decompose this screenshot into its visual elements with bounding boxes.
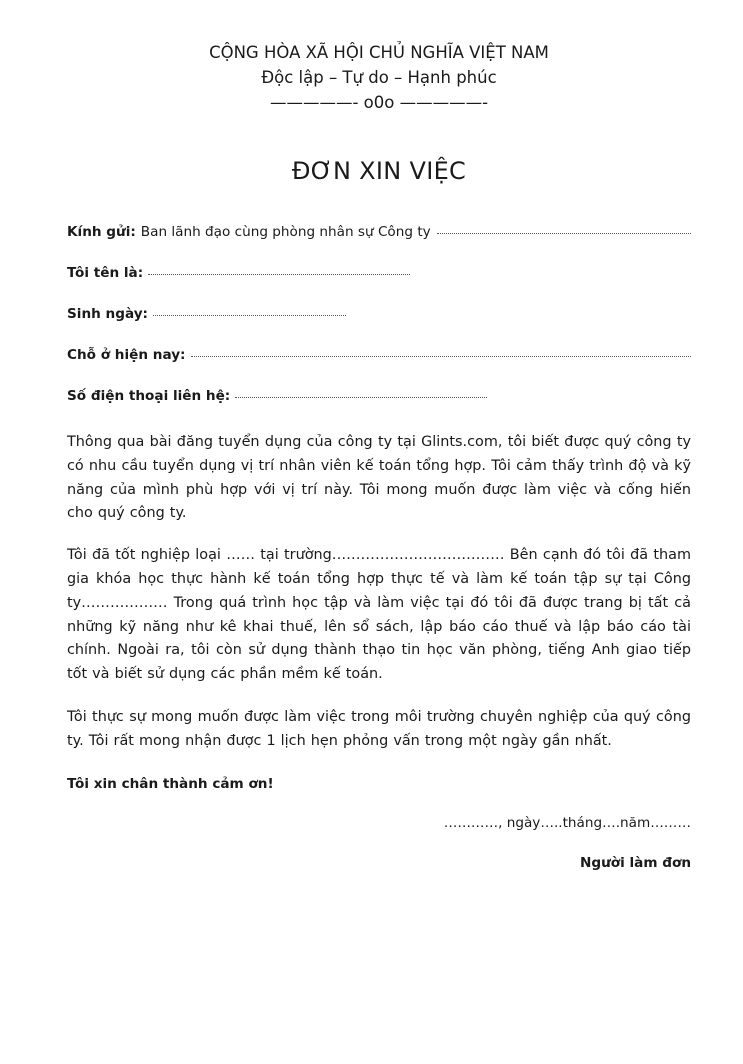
date-line: …………, ngày…..tháng….năm………: [443, 814, 691, 831]
document-title: ĐƠN XIN VIỆC: [291, 157, 467, 185]
address-blank: [191, 346, 692, 357]
recipient-label: Kính gửi:: [67, 224, 136, 240]
body-paragraph-3: Tôi thực sự mong muốn được làm việc trong môi trường chuyên nghiệp của quý công ty. Tôi rất mong nhận được 1 lịch hẹn phỏng vấn trong một ngày gần nhất.: [67, 708, 691, 749]
phone-blank: [235, 387, 487, 398]
address-label: Chỗ ở hiện nay:: [67, 347, 186, 363]
signer-label: Người làm đơn: [580, 854, 691, 871]
body-paragraph-1: Thông qua bài đăng tuyển dụng của công ty tại Glints.com, tôi biết được quý công ty có nhu cầu tuyển dụng vị trí nhân viên kế toán tổng hợp. Tôi cảm thấy trình độ và kỹ năng của mình phù hợp với vị trí này. Tôi mong muốn được làm việc và cống hiến cho quý công ty.: [67, 434, 691, 522]
recipient-blank: [437, 223, 691, 234]
personal-info-fields: [67, 224, 691, 429]
job-application-letter: [0, 40, 743, 1064]
closing-remark: Tôi xin chân thành cảm ơn!: [67, 775, 274, 792]
recipient-text: Ban lãnh đạo cùng phòng nhân sự Công ty: [140, 224, 431, 240]
name-field: [67, 265, 691, 306]
birth-blank: [153, 305, 346, 316]
phone-label: Số điện thoại liên hệ:: [67, 388, 231, 404]
national-motto: Độc lập – Tự do – Hạnh phúc: [261, 68, 497, 87]
name-blank: [148, 264, 410, 275]
phone-field: [67, 388, 691, 429]
national-header: [67, 40, 691, 115]
name-label: Tôi tên là:: [67, 265, 144, 281]
header-divider: —————- o0o —————-: [269, 93, 489, 112]
recipient-field: [67, 224, 691, 265]
body-paragraph-2: Tôi đã tốt nghiệp loại …… tại trường……………………………… Bên cạnh đó tôi đã tham gia khóa học thực hành kế toán tổng hợp thực tế và làm kế toán tập sự tại Công ty……………… Trong quá trình học tập và làm việc tại đó tôi đã được trang bị tất cả những kỹ năng như kê khai thuế, lên sổ sách, lập báo cáo thuế và lập báo cáo tài chính. Ngoài ra, tôi còn sử dụng thành thạo tin học văn phòng, tiếng Anh giao tiếp tốt và biết sử dụng các phần mềm kế toán.: [67, 547, 691, 683]
address-field: [67, 347, 691, 388]
birth-field: [67, 306, 691, 347]
birth-label: Sinh ngày:: [67, 306, 148, 322]
nation-name: CỘNG HÒA XÃ HỘI CHỦ NGHĨA VIỆT NAM: [209, 43, 549, 62]
